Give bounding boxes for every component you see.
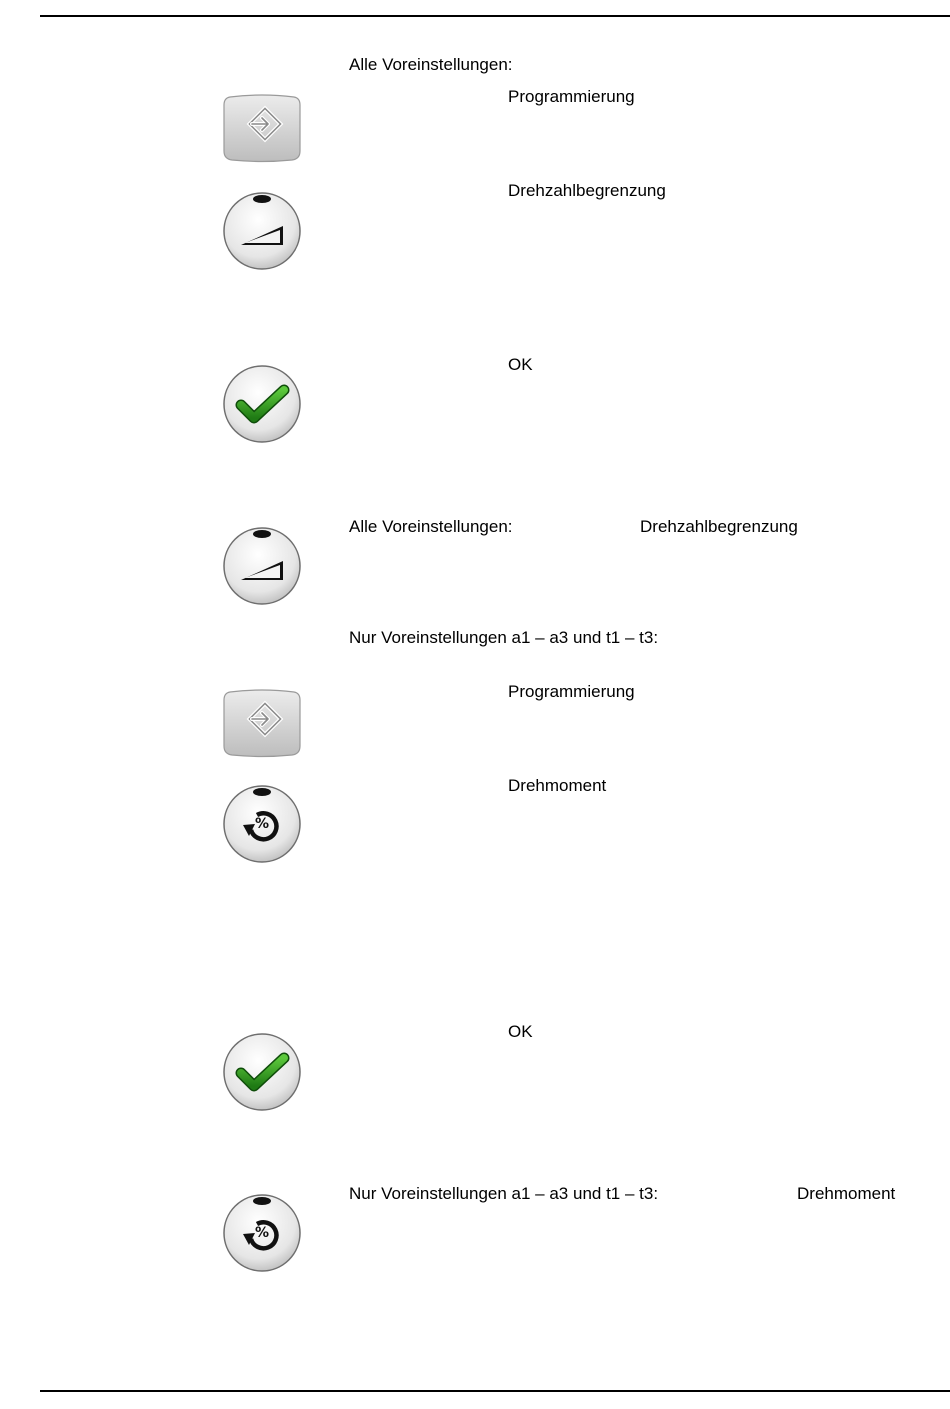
drehzahlbegrenzung-button-2[interactable] xyxy=(221,524,303,606)
speed-ramp-icon xyxy=(221,524,303,606)
label-ok-2: OK xyxy=(508,1022,533,1041)
program-arrow-icon xyxy=(222,93,302,163)
label-ok: OK xyxy=(508,355,533,374)
label-drehmoment: Drehmoment xyxy=(508,776,607,795)
drehzahlbegrenzung-button[interactable] xyxy=(221,189,303,271)
summary-nur-key: Drehmoment xyxy=(797,1184,896,1203)
ok-button-2[interactable] xyxy=(221,1031,303,1113)
programmierung-button[interactable] xyxy=(222,93,302,163)
drehmoment-button[interactable] xyxy=(221,782,303,864)
program-arrow-icon xyxy=(222,688,302,758)
top-rule xyxy=(40,15,950,17)
svg-text:%: % xyxy=(254,1225,270,1241)
torque-percent-icon xyxy=(221,782,303,864)
ok-button[interactable] xyxy=(221,363,303,445)
programmierung-button-2[interactable] xyxy=(222,688,302,758)
summary-alle-prefix: Alle Voreinstellungen: xyxy=(349,517,513,536)
summary-alle-key: Drehzahlbegrenzung xyxy=(640,517,798,536)
checkmark-icon xyxy=(221,1031,303,1113)
label-programmierung: Programmierung xyxy=(508,87,635,106)
label-programmierung-2: Programmierung xyxy=(508,682,635,701)
summary-nur-prefix: Nur Voreinstellungen a1 – a3 und t1 – t3: xyxy=(349,1184,659,1203)
speed-ramp-icon xyxy=(221,189,303,271)
checkmark-icon xyxy=(221,363,303,445)
section-heading-nur: Nur Voreinstellungen a1 – a3 und t1 – t3: xyxy=(349,628,659,647)
torque-percent-icon xyxy=(221,1191,303,1273)
bottom-rule xyxy=(40,1390,950,1392)
section-heading-alle: Alle Voreinstellungen: xyxy=(349,55,513,74)
drehmoment-button-2[interactable] xyxy=(221,1191,303,1273)
svg-text:%: % xyxy=(254,816,270,832)
label-drehzahlbegrenzung: Drehzahlbegrenzung xyxy=(508,181,666,200)
